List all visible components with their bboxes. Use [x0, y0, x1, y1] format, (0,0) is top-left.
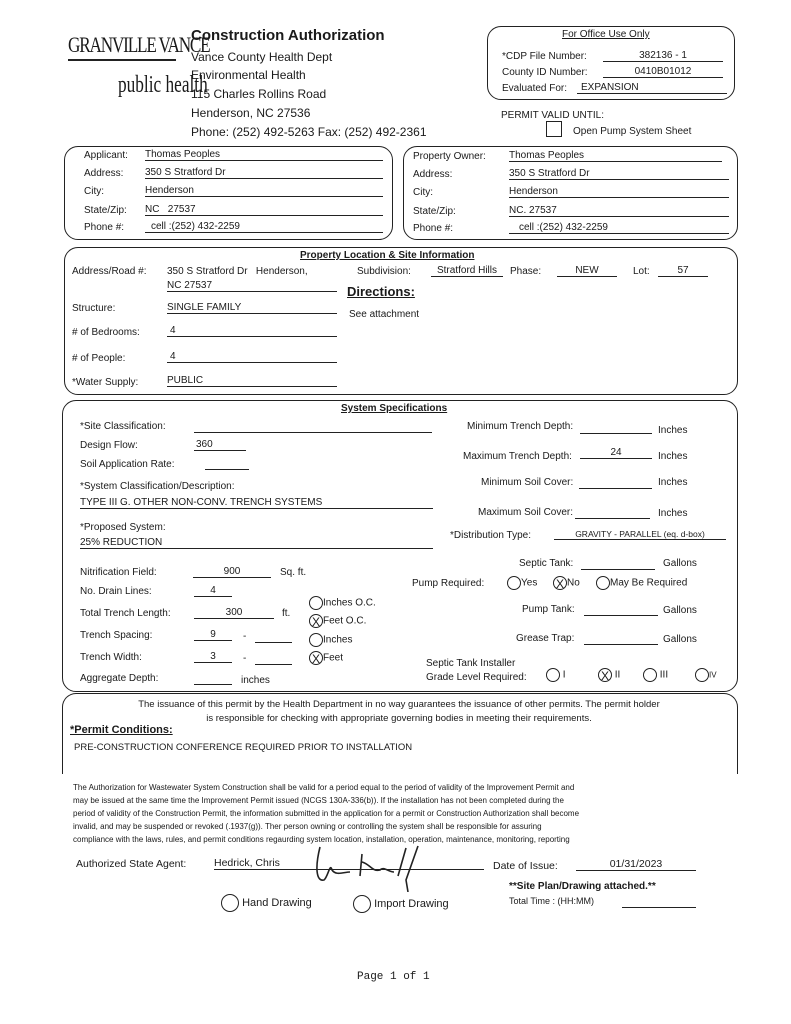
applicant-name: Thomas Peoples — [145, 149, 383, 161]
max-soil-field — [575, 506, 650, 519]
soil-rate-label: Soil Application Rate: — [80, 459, 175, 470]
max-soil-label: Maximum Soil Cover: — [478, 507, 574, 518]
legal-line: The Authorization for Wastewater System Construction shall be valid for a period equal to the period of validity of the Improvement Permit and — [73, 783, 575, 792]
site-class-label: *Site Classification: — [80, 421, 166, 432]
drain-lines-label: No. Drain Lines: — [80, 586, 152, 597]
phase-label: Phase: — [510, 266, 542, 277]
people-value: 4 — [167, 351, 337, 363]
min-soil-unit: Inches — [658, 477, 688, 488]
directions-label: Directions: — [347, 284, 415, 299]
hand-drawing-radio[interactable]: Hand Drawing — [221, 894, 312, 912]
subdivision-label: Subdivision: — [357, 266, 411, 277]
legal-line: compliance with the laws, rules, and permit conditions regaurding system location, installation, operation, maintenance, monitoring, reporting — [73, 835, 570, 844]
distribution-label: *Distribution Type: — [450, 530, 531, 541]
signature-icon — [310, 842, 440, 892]
trench-width-label: Trench Width: — [80, 652, 142, 663]
applicant-address: 350 S Stratford Dr — [145, 167, 383, 179]
grade-iii-radio[interactable]: III — [643, 668, 668, 682]
trench-spacing-label: Trench Spacing: — [80, 630, 153, 641]
aggregate-field — [194, 672, 232, 685]
bedrooms-value: 4 — [167, 325, 337, 337]
county-id-number: 0410B01012 — [603, 66, 723, 78]
max-soil-unit: Inches — [658, 508, 688, 519]
bedrooms-label: # of Bedrooms: — [72, 327, 140, 338]
pump-maybe-radio[interactable]: May Be Required — [596, 576, 687, 590]
legal-line: may be issued at the same time the Improvement Permit issued (NCGS 130A-336(b)). If the installation has not been completed during the — [73, 796, 564, 805]
radio-circle-icon — [309, 596, 323, 610]
pump-sheet-label: Open Pump System Sheet — [573, 126, 692, 137]
permit-conditions-value: PRE-CONSTRUCTION CONFERENCE REQUIRED PRIOR TO INSTALLATION — [74, 742, 413, 753]
pump-tank-unit: Gallons — [663, 605, 697, 616]
septic-tank-label: Septic Tank: — [519, 558, 574, 569]
applicant-city: Henderson — [145, 185, 383, 197]
county-id-label: County ID Number: — [502, 67, 588, 78]
grade-iv-radio[interactable]: IV — [695, 668, 717, 682]
trench-length-value: 300 — [194, 607, 274, 619]
water-supply-label: *Water Supply: — [72, 377, 139, 388]
radio-circle-icon — [507, 576, 521, 590]
office-use-title: For Office Use Only — [562, 29, 650, 40]
address-road-line1: 350 S Stratford Dr Henderson, — [167, 266, 308, 277]
owner-city: Henderson — [509, 186, 729, 198]
min-soil-field — [579, 476, 652, 489]
soil-rate-field — [205, 457, 249, 470]
address-road-line2: NC 27537 — [167, 280, 337, 292]
drain-lines-value: 4 — [194, 585, 232, 597]
nitrification-value: 900 — [193, 566, 271, 578]
radio-feet[interactable]: X Feet — [309, 651, 343, 665]
legal-line: invalid, and may be suspended or revoked (.1937(g)). Ther person owning or controlling the system shall be responsible for assuring — [73, 822, 542, 831]
design-flow-label: Design Flow: — [80, 440, 138, 451]
sys-class-label: *System Classification/Description: — [80, 481, 235, 492]
radio-circle-icon — [546, 668, 560, 682]
legal-line: period of validity of the Construction Permit, the information submitted in the application for a permit or Construction Authorization shall become — [73, 809, 580, 818]
permit-conditions-title: *Permit Conditions: — [70, 724, 173, 736]
pump-tank-field — [584, 603, 658, 616]
subdivision-value: Stratford Hills — [431, 265, 503, 277]
date-label: Date of Issue: — [493, 860, 558, 872]
radio-inches[interactable]: Inches — [309, 633, 352, 647]
pump-no-radio[interactable]: X No — [553, 576, 580, 590]
sqft-unit: Sq. ft. — [280, 567, 307, 578]
agent-label: Authorized State Agent: — [76, 858, 187, 870]
owner-name: Thomas Peoples — [509, 150, 722, 162]
org-name: Vance County Health Dept — [191, 50, 333, 64]
grease-trap-field — [584, 632, 658, 645]
system-section-title: System Specifications — [341, 403, 448, 414]
cdp-file-number: 382136 - 1 — [603, 50, 723, 62]
org-phone-fax: Phone: (252) 492-5263 Fax: (252) 492-2361 — [191, 125, 427, 139]
owner-label: Property Owner: — [413, 151, 486, 162]
notice-line-2: is responsible for checking with appropriate governing bodies in meeting their requirements. — [206, 713, 592, 724]
total-time-field[interactable] — [622, 896, 696, 908]
evaluated-for-value: EXPANSION — [577, 82, 727, 94]
max-trench-value: 24 — [580, 447, 652, 459]
owner-phone-label: Phone #: — [413, 223, 454, 234]
radio-inches-oc[interactable]: Inches O.C. — [309, 596, 376, 610]
site-class-field — [194, 420, 432, 433]
applicant-address-label: Address: — [84, 168, 124, 179]
dash: - — [243, 653, 247, 664]
cdp-label: *CDP File Number: — [502, 51, 587, 62]
trench-spacing-value: 9 — [194, 629, 232, 641]
org-city: Henderson, NC 27536 — [191, 106, 311, 120]
permit-valid-until-label: PERMIT VALID UNTIL: — [501, 110, 604, 121]
owner-address: 350 S Stratford Dr — [509, 168, 729, 180]
radio-feet-oc[interactable]: X Feet O.C. — [309, 614, 366, 628]
structure-label: Structure: — [72, 303, 116, 314]
grease-trap-unit: Gallons — [663, 634, 697, 645]
installer-label-2: Grade Level Required: — [426, 672, 527, 683]
org-address: 115 Charles Rollins Road — [191, 87, 327, 101]
radio-checked-icon: X — [309, 614, 323, 628]
owner-statezip-label: State/Zip: — [413, 206, 456, 217]
trench-width-max-field — [255, 652, 292, 665]
directions-value: See attachment — [349, 309, 420, 320]
evaluated-for-label: Evaluated For: — [502, 83, 568, 94]
radio-checked-icon: X — [598, 668, 612, 682]
logo-public-health: public health — [118, 72, 208, 98]
distribution-value: GRAVITY - PARALLEL (eq. d-box) — [554, 529, 726, 540]
trench-width-value: 3 — [194, 651, 232, 663]
radio-circle-icon — [353, 895, 371, 913]
max-trench-label: Maximum Trench Depth: — [463, 451, 572, 462]
applicant-statezip: NC 27537 — [145, 204, 383, 216]
sys-class-value: TYPE III G. OTHER NON-CONV. TRENCH SYSTEMS — [80, 497, 433, 509]
min-trench-field — [580, 421, 652, 434]
trench-spacing-max-field — [255, 630, 292, 643]
min-trench-unit: Inches — [658, 425, 688, 436]
proposed-value: 25% REDUCTION — [80, 537, 433, 549]
design-flow-value: 360 — [194, 439, 246, 451]
owner-phone: cell :(252) 432-2259 — [509, 222, 729, 234]
pump-tank-label: Pump Tank: — [522, 604, 575, 615]
owner-city-label: City: — [413, 187, 433, 198]
applicant-statezip-label: State/Zip: — [84, 205, 127, 216]
property-section-title: Property Location & Site Information — [300, 250, 475, 261]
radio-circle-icon — [643, 668, 657, 682]
applicant-city-label: City: — [84, 186, 104, 197]
lot-label: Lot: — [633, 266, 650, 277]
import-drawing-radio[interactable]: Import Drawing — [353, 895, 449, 913]
agent-name: Hedrick, Chris — [214, 857, 484, 870]
nitrification-label: Nitrification Field: — [80, 567, 157, 578]
phase-value: NEW — [557, 265, 617, 277]
trench-length-label: Total Trench Length: — [80, 608, 171, 619]
owner-address-label: Address: — [413, 169, 453, 180]
grade-ii-radio[interactable]: X II — [598, 668, 620, 682]
min-soil-label: Minimum Soil Cover: — [481, 477, 574, 488]
site-plan-note: **Site Plan/Drawing attached.** — [509, 881, 656, 892]
document-title: Construction Authorization — [191, 27, 385, 44]
installer-label-1: Septic Tank Installer — [426, 658, 516, 669]
pump-sheet-checkbox[interactable] — [546, 121, 562, 137]
proposed-label: *Proposed System: — [80, 522, 166, 533]
septic-tank-field — [581, 557, 655, 570]
aggregate-label: Aggregate Depth: — [80, 673, 159, 684]
radio-checked-icon: X — [309, 651, 323, 665]
pump-required-label: Pump Required: — [412, 578, 485, 589]
radio-circle-icon — [309, 633, 323, 647]
logo-granville-vance: GRANVILLE VANCE — [68, 32, 210, 57]
min-trench-label: Minimum Trench Depth: — [467, 421, 574, 432]
page-number: Page 1 of 1 — [357, 971, 430, 983]
owner-statezip: NC. 27537 — [509, 205, 729, 217]
pump-yes-radio[interactable]: Yes — [507, 576, 537, 590]
ft-unit: ft. — [282, 608, 291, 619]
date-value: 01/31/2023 — [576, 858, 696, 871]
water-supply-value: PUBLIC — [167, 375, 337, 387]
total-time-label: Total Time : (HH:MM) — [509, 896, 595, 906]
people-label: # of People: — [72, 353, 126, 364]
applicant-label: Applicant: — [84, 150, 128, 161]
aggregate-unit: inches — [241, 675, 270, 686]
lot-value: 57 — [658, 265, 708, 277]
address-road-label: Address/Road #: — [72, 266, 147, 277]
radio-circle-icon — [695, 668, 709, 682]
grease-trap-label: Grease Trap: — [516, 633, 575, 644]
notice-line-1: The issuance of this permit by the Health Department in no way guarantees the issuance of other permits. The permit holder — [138, 699, 660, 710]
structure-value: SINGLE FAMILY — [167, 302, 337, 314]
radio-circle-icon — [596, 576, 610, 590]
legal-text — [73, 781, 733, 846]
applicant-phone: cell :(252) 432-2259 — [145, 221, 383, 233]
dept-name: Environmental Health — [191, 68, 306, 82]
grade-i-radio[interactable]: I — [546, 668, 566, 682]
applicant-phone-label: Phone #: — [84, 222, 125, 233]
radio-circle-icon — [221, 894, 239, 912]
septic-unit: Gallons — [663, 558, 697, 569]
max-trench-unit: Inches — [658, 451, 688, 462]
radio-checked-icon: X — [553, 576, 567, 590]
logo-divider — [68, 59, 176, 61]
dash: - — [243, 631, 247, 642]
